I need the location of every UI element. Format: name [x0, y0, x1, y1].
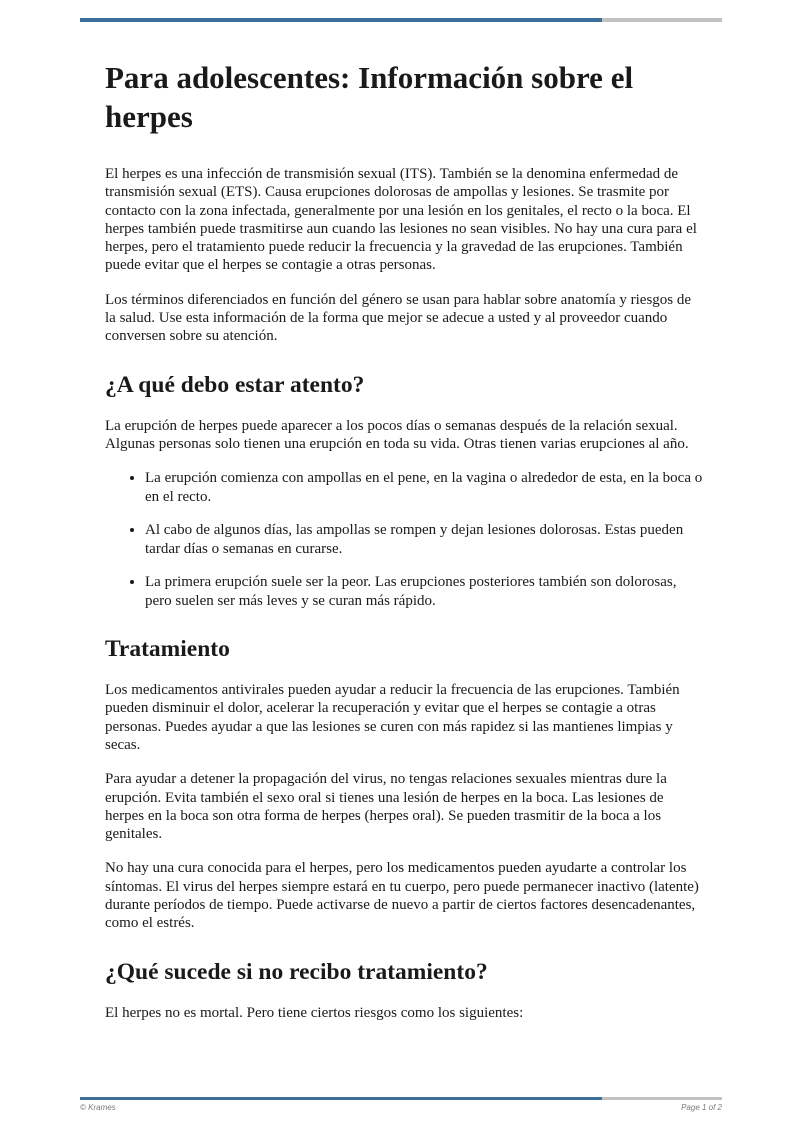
footer-page-number: Page 1 of 2	[681, 1103, 722, 1112]
treatment-paragraph-1: Los medicamentos antivirales pueden ayudar a reducir la frecuencia de las erupciones. También pueden disminuir el dolor, acelerar la recuperación y evitar que el herpes se contagie a otras personas. Puedes ayudar a que las lesiones se curen con más rapidez si las mantienes limpias y secas.	[105, 682, 680, 753]
list-item: • Al cabo de algunos días, las ampollas se rompen y dejan lesiones dolorosas. Estas pueden tardar días o semanas en curarse.	[145, 521, 705, 558]
symptom-list	[105, 469, 705, 610]
intro-paragraph-1: El herpes es una infección de transmisión sexual (ITS). También se la denomina enfermedad de transmisión sexual (ETS). Causa erupciones dolorosas de ampollas y lesiones. Se trasmite por contacto con la zona infectada, generalmente por una lesión en los genitales, el recto o la boca. El herpes también puede trasmitirse aun cuando las lesiones no sean visibles. No hay una cura para el herpes, pero el tratamiento puede reducir la frecuencia y la gravedad de las erupciones. También puede evitar que el herpes se contagie a otras personas.	[105, 166, 697, 274]
section-heading-untreated: ¿Qué sucede si no recibo tratamiento?	[105, 958, 488, 985]
intro-paragraph-2: Los términos diferenciados en función del género se usan para hablar sobre anatomía y riesgos de la salud. Use esta información de la forma que mejor se adecue a usted y al proveedor cuando conversen sobre su atención.	[105, 291, 692, 345]
document-body	[105, 58, 705, 1038]
header-rule-blue	[80, 18, 602, 22]
footer-rule-blue	[80, 1097, 602, 1100]
header-rule-gray	[602, 18, 722, 22]
footer-rule-gray	[602, 1097, 722, 1100]
footer-rule	[80, 1097, 722, 1100]
treatment-paragraph-2: Para ayudar a detener la propagación del virus, no tengas relaciones sexuales mientras dure la erupción. Evita también el sexo oral si tienes una lesión de herpes en la boca. Las lesiones de herpes en la boca son otra forma de herpes (herpes oral). Se pueden trasmitir de la boca a los genitales.	[105, 771, 667, 843]
section-paragraph: La erupción de herpes puede aparecer a los pocos días o semanas después de la relación sexual. Algunas personas solo tienen una erupción en toda su vida. Otras tienen varias erupciones al año.	[105, 417, 689, 452]
treatment-paragraph-3: No hay una cura conocida para el herpes, pero los medicamentos pueden ayudarte a controlar los síntomas. El virus del herpes siempre estará en tu cuerpo, pero puede permanecer inactivo (latente) durante períodos de tiempo. Puede activarse de nuevo a partir de ciertos factores desencadenantes, como el estrés.	[105, 860, 699, 932]
list-item: • La erupción comienza con ampollas en el pene, en la vagina o alrededor de esta, en la boca o en el recto.	[145, 469, 705, 506]
list-item: • La primera erupción suele ser la peor. Las erupciones posteriores también son dolorosas, pero suelen ser más leves y se curan más rápido.	[145, 573, 705, 610]
page-title: Para adolescentes: Información sobre el herpes	[105, 60, 634, 134]
section-heading-what-to-watch: ¿A qué debo estar atento?	[105, 371, 365, 398]
untreated-paragraph: El herpes no es mortal. Pero tiene ciertos riesgos como los siguientes:	[105, 1004, 524, 1021]
footer-copyright: © Krames	[80, 1103, 116, 1112]
section-heading-treatment: Tratamiento	[105, 636, 230, 663]
header-rule	[80, 18, 722, 22]
